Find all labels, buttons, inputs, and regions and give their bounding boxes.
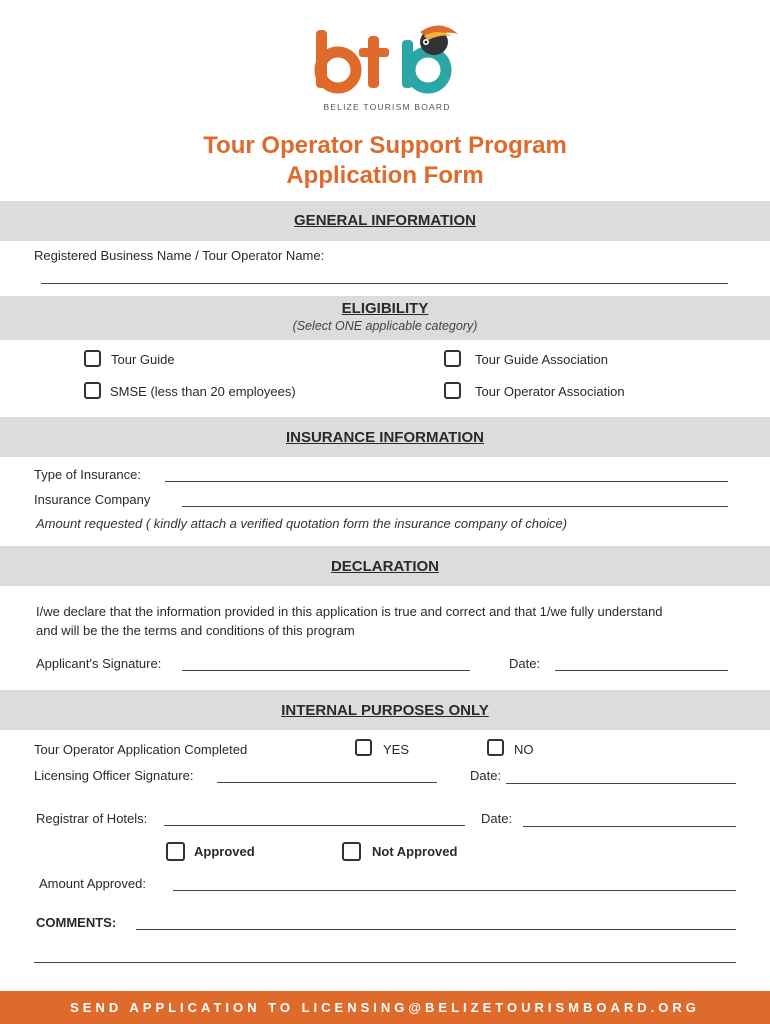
officer-date-field[interactable] <box>506 783 736 784</box>
officer-date-label: Date: <box>470 768 502 783</box>
footer-banner <box>0 991 770 1024</box>
comments-field-line2[interactable] <box>34 962 736 963</box>
approved-checkbox[interactable] <box>166 842 185 861</box>
insurance-header: INSURANCE INFORMATION <box>285 429 485 446</box>
yes-checkbox[interactable] <box>355 739 372 756</box>
form-title-line1: Tour Operator Support Program <box>203 132 567 159</box>
btb-logo-mark <box>312 18 462 102</box>
yes-label: YES <box>383 742 410 757</box>
eligibility-subheader: (Select ONE applicable category) <box>292 319 478 333</box>
logo-tagline: BELIZE TOURISM BOARD <box>323 102 451 112</box>
amount-requested-note: Amount requested ( kindly attach a verified quotation form the insurance company of choice) <box>36 516 568 531</box>
declaration-date-label: Date: <box>509 656 541 671</box>
amount-approved-field[interactable] <box>173 890 736 891</box>
comments-label: COMMENTS: <box>36 915 117 930</box>
insurance-type-field[interactable] <box>165 481 728 482</box>
tour-operator-association-checkbox[interactable] <box>444 382 461 399</box>
general-information-band <box>0 201 770 241</box>
eligibility-band <box>0 296 770 340</box>
tour-guide-label: Tour Guide <box>111 352 175 367</box>
applicant-signature-label: Applicant's Signature: <box>36 656 162 671</box>
insurance-type-label: Type of Insurance: <box>34 467 141 482</box>
declaration-band <box>0 546 770 586</box>
business-name-field[interactable] <box>41 283 728 284</box>
registrar-field[interactable] <box>164 825 465 826</box>
comments-field-line1[interactable] <box>136 929 736 930</box>
internal-band <box>0 690 770 730</box>
business-name-label: Registered Business Name / Tour Operator Name: <box>34 248 325 263</box>
declaration-text: I/we declare that the information provided in this application is true and correct and that 1/we fully understand and will be the the terms and conditions of this program <box>36 604 663 638</box>
tour-operator-association-label: Tour Operator Association <box>475 384 625 399</box>
btb-logo <box>312 18 462 118</box>
smse-checkbox[interactable] <box>84 382 101 399</box>
tour-guide-association-checkbox[interactable] <box>444 350 461 367</box>
licensing-officer-signature-field[interactable] <box>217 782 437 783</box>
smse-label: SMSE (less than 20 employees) <box>110 384 296 399</box>
registrar-date-label: Date: <box>481 811 513 826</box>
not-approved-label: Not Approved <box>372 844 458 859</box>
declaration-header: DECLARATION <box>330 558 440 575</box>
insurance-band <box>0 417 770 457</box>
licensing-officer-signature-label: Licensing Officer Signature: <box>34 768 194 783</box>
general-information-header: GENERAL INFORMATION <box>294 212 476 229</box>
insurance-company-field[interactable] <box>182 506 728 507</box>
no-label: NO <box>514 742 534 757</box>
tour-guide-checkbox[interactable] <box>84 350 101 367</box>
form-title-line2: Application Form <box>286 162 484 189</box>
no-checkbox[interactable] <box>487 739 504 756</box>
eligibility-header: ELIGIBILITY <box>341 300 429 317</box>
declaration-date-field[interactable] <box>555 670 728 671</box>
internal-header: INTERNAL PURPOSES ONLY <box>281 702 489 719</box>
applicant-signature-field[interactable] <box>182 670 470 671</box>
tour-guide-association-label: Tour Guide Association <box>475 352 608 367</box>
registrar-label: Registrar of Hotels: <box>36 811 148 826</box>
footer-email-text: SEND APPLICATION TO LICENSING@BELIZETOURISMBOARD.ORG <box>70 1000 700 1015</box>
amount-approved-label: Amount Approved: <box>39 876 146 891</box>
not-approved-checkbox[interactable] <box>342 842 361 861</box>
insurance-company-label: Insurance Company <box>34 492 151 507</box>
application-completed-label: Tour Operator Application Completed <box>34 742 248 757</box>
registrar-date-field[interactable] <box>523 826 736 827</box>
approved-label: Approved <box>194 844 255 859</box>
